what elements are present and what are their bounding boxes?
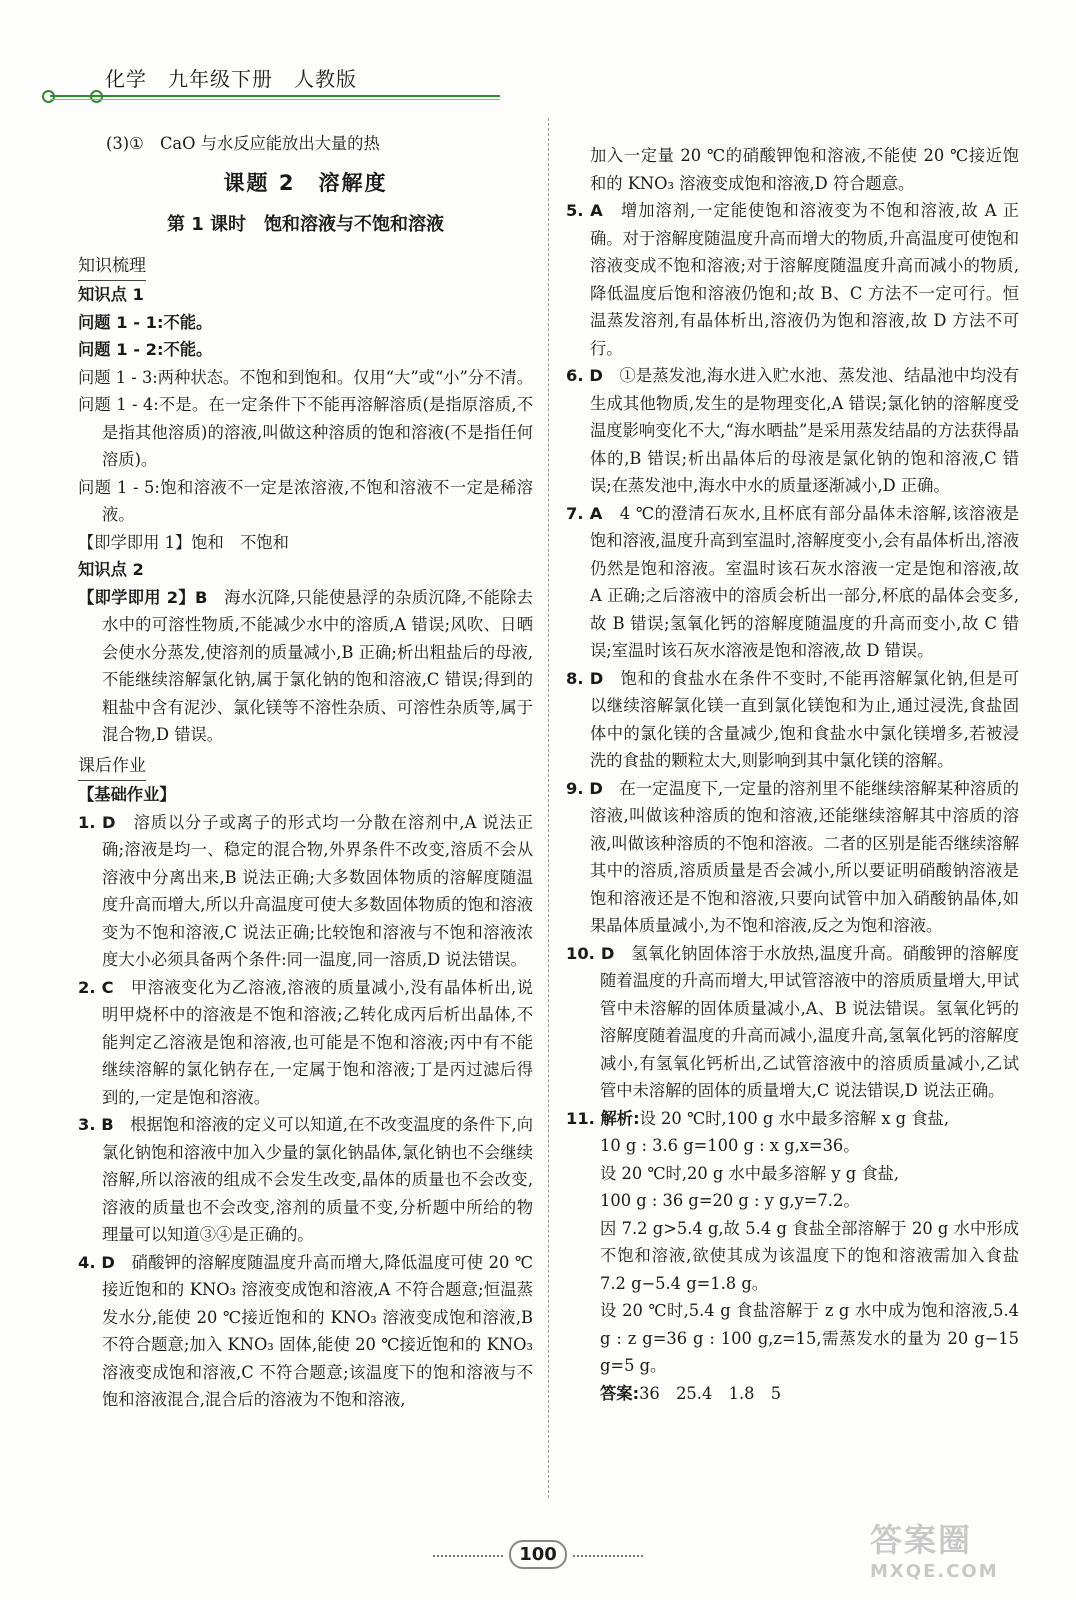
apply-1: 【即学即用 1】饱和 不饱和 xyxy=(78,532,289,552)
header-title: 化学 九年级下册 人教版 xyxy=(105,67,357,91)
answer-2: 2. C 甲溶液变化为乙溶液,溶液的质量减小,没有晶体析出,说明甲烧杯中的溶液是不饱和溶液;乙转化成丙后析出晶体,不能判定乙溶液是饱和溶液,也可能是不饱和溶液;丙中有不能继续溶解的氯化钠存在,一定属于饱和溶液;丁是丙过滤后得到的,一定是饱和溶液。 xyxy=(78,977,533,1107)
answer-11-line-2: 10 g : 3.6 g=100 g : x g,x=36。 xyxy=(600,1136,860,1155)
final-answer: 答案:36 25.4 1.8 5 xyxy=(600,1383,782,1403)
knowledge-point-2: 知识点 2 xyxy=(78,560,144,579)
left-column xyxy=(78,130,533,1414)
header-rule-thin xyxy=(50,99,500,100)
apply-2: 【即学即用 2】B 海水沉降,只能使悬浮的杂质沉降,不能除去水中的可溶性物质,不能减少水中的溶质,A 错误;风吹、日晒会使水分蒸发,使溶剂的质量减小,B 正确;析出粗盐后的母液,不能继续溶解氯化钠,属于氯化钠的饱和溶液,C 错误;得到的粗盐中含有泥沙、氯化镁等不溶性杂质、可溶性杂质等,属于混合物,D 错误。 xyxy=(78,587,533,744)
answer-10: 10. D 氢氧化钠固体溶于水放热,温度升高。硝酸钾的溶解度随着温度的升高而增大,甲试管溶液中的溶质质量增大,甲试管中未溶解的固体质量减小,A、B 说法错误。氢氧化钙的溶解度随着温度的升高而减小,温度升高,氢氧化钙的溶解度减小,有氢氧化钙析出,乙试管溶液中的溶质质量减小,乙试管中未溶解的固体的质量增大,C 说法错误,D 说法正确。 xyxy=(566,943,1019,1100)
knowledge-label: 知识梳理 xyxy=(78,253,146,282)
watermark-logo: 答案圈 MXQE.COM xyxy=(870,1521,999,1582)
answer-6: 6. D ①是蒸发池,海水进入贮水池、蒸发池、结晶池中均没有生成其他物质,发生的是物理变化,A 错误;氯化钠的溶解度受温度影响变化不大,“海水晒盐”是采用蒸发结晶的方法获得晶体的,B 错误;析出晶体后的母液是氯化钠的饱和溶液,C 错误;在蒸发池中,海水中水的质量逐渐减小,D 正确。 xyxy=(566,366,1019,495)
answer-9: 9. D 在一定温度下,一定量的溶剂里不能继续溶解某种溶质的溶液,叫做该种溶质的饱和溶液,还能继续溶解其中溶质的溶液,叫做该种溶质的不饱和溶液。二者的区别是能否继续溶解其中的溶质,溶质质量是否会减小,所以要证明硝酸钠溶液是饱和溶液还是不饱和溶液,只要向试管中加入硝酸钠晶体,如果晶体质量减小,为不饱和溶液,反之为饱和溶液。 xyxy=(566,778,1019,935)
question-1-2: 问题 1 - 2:不能。 xyxy=(78,340,213,359)
answer-11-line-6: 设 20 ℃时,5.4 g 食盐溶解于 z g 水中成为饱和溶液,5.4 g : z g=36 g : 100 g,z=15,需蒸发水的量为 20 g−15 g=5 g。 xyxy=(600,1301,1019,1375)
right-column xyxy=(566,142,1019,1407)
column-divider xyxy=(548,118,549,1498)
answer-11-line-4: 100 g : 36 g=20 g : y g,y=7.2。 xyxy=(600,1191,860,1210)
answer-1: 1. D 溶质以分子或离子的形式均一分散在溶剂中,A 说法正确;溶液是均一、稳定的混合物,外界条件不改变,溶质不会从溶液中分离出来,B 说法正确;大多数固体物质的溶解度随温度升高而增大,所以升高温度可使大多数固体物质的饱和溶液变为不饱和溶液,C 说法正确;比较饱和溶液与不饱和溶液浓度大小必须具备两个条件:同一温度,同一溶质,D 说法错误。 xyxy=(78,812,533,969)
intro-line: (3)① CaO 与水反应能放出大量的热 xyxy=(106,134,380,153)
section-title: 第 1 课时 饱和溶液与不饱和溶液 xyxy=(166,214,445,235)
answer-4: 4. D 硝酸钾的溶解度随温度升高而增大,降低温度可使 20 ℃接近饱和的 KNO₃ 溶液变成饱和溶液,A 不符合题意;恒温蒸发水分,能使 20 ℃接近饱和的 KNO₃ 溶液变成饱和溶液,B 不符合题意;加入 KNO₃ 固体,能使 20 ℃接近饱和的 KNO₃ 溶液变成饱和溶液,C 不符合题意;该温度下的饱和溶液与不饱和溶液混合,混合后的溶液为不饱和溶液, xyxy=(78,1252,533,1409)
answer-8: 8. D 饱和的食盐水在条件不变时,不能再溶解氯化钠,但是可以继续溶解氯化镁一直到氯化镁饱和为止,通过浸洗,食盐固体中的氯化镁的含量减少,饱和食盐水中氯化镁增多,若被浸洗的食盐的颗粒太大,则影响到其中氯化镁的溶解。 xyxy=(566,668,1019,770)
question-1-3: 问题 1 - 3:两种状态。不饱和到饱和。仅用“大”或“小”分不清。 xyxy=(78,367,533,387)
answer-3: 3. B 根据饱和溶液的定义可以知道,在不改变温度的条件下,向氯化钠饱和溶液中加入少量的氯化钠晶体,氯化钠也不会继续溶解,所以溶液的组成不会发生改变,晶体的质量也不会改变,溶液的质量也不会改变,溶剂的质量不变,分析题中所给的物理量可以知道③④是正确的。 xyxy=(78,1115,534,1244)
homework-label: 课后作业 xyxy=(78,753,146,782)
lesson-title: 课题 2 溶解度 xyxy=(223,170,388,195)
page-header xyxy=(40,55,500,115)
question-1-1: 问题 1 - 1:不能。 xyxy=(78,312,213,332)
answer-11-line-5: 因 7.2 g>5.4 g,故 5.4 g 食盐全部溶解于 20 g 水中形成不饱和溶液,欲使其成为该温度下的饱和溶液需加入食盐 7.2 g−5.4 g=1.8 g。 xyxy=(600,1218,1019,1293)
answer-7: 7. A 4 ℃的澄清石灰水,且杯底有部分晶体未溶解,该溶液是饱和溶液,温度升高到室温时,溶解度变小,会有晶体析出,溶液仍然是饱和溶液。室温时该石灰水溶液一定是饱和溶液,故 A 正确;之后溶液中的溶质会析出一部分,杯底的晶体会变多,故 B 错误;氢氧化钙的溶解度随温度的升高而变小,故 C 错误;室温时该石灰水溶液是饱和溶液,故 D 错误。 xyxy=(566,503,1019,660)
answer-5: 5. A 增加溶剂,一定能使饱和溶液变为不饱和溶液,故 A 正确。对于溶解度随温度升高而增大的物质,升高温度可使饱和溶液变成不饱和溶液;对于溶解度随温度升高而减小的物质,降低温度后饱和溶液仍饱和;故 B、C 方法不一定可行。恒温蒸发溶剂,有晶体析出,溶液仍为饱和溶液,故 D 方法不可行。 xyxy=(566,201,1019,358)
header-rule xyxy=(50,95,500,97)
question-1-5: 问题 1 - 5:饱和溶液不一定是浓溶液,不饱和溶液不一定是稀溶液。 xyxy=(78,477,533,524)
page-number-dots-left xyxy=(433,1555,503,1557)
answer-11-line-3: 设 20 ℃时,20 g 水中最多溶解 y g 食盐, xyxy=(600,1163,900,1183)
question-1-4: 问题 1 - 4:不是。在一定条件下不能再溶解溶质(是指原溶质,不是指其他溶质)的溶液,叫做这种溶质的饱和溶液(不是指任何溶质)。 xyxy=(78,395,533,469)
answer-11: 11. 解析:设 20 ℃时,100 g 水中最多溶解 x g 食盐, xyxy=(566,1108,950,1128)
page-number-dots-right xyxy=(573,1555,643,1557)
page-number-value: 100 xyxy=(509,1540,567,1569)
knowledge-point-1: 知识点 1 xyxy=(78,285,144,304)
answer-4-continued: 加入一定量 20 ℃的硝酸钾饱和溶液,不能使 20 ℃接近饱和的 KNO₃ 溶液变成饱和溶液,D 符合题意。 xyxy=(590,146,1019,193)
page-number xyxy=(420,1540,656,1569)
basic-homework-label: 【基础作业】 xyxy=(78,785,176,804)
